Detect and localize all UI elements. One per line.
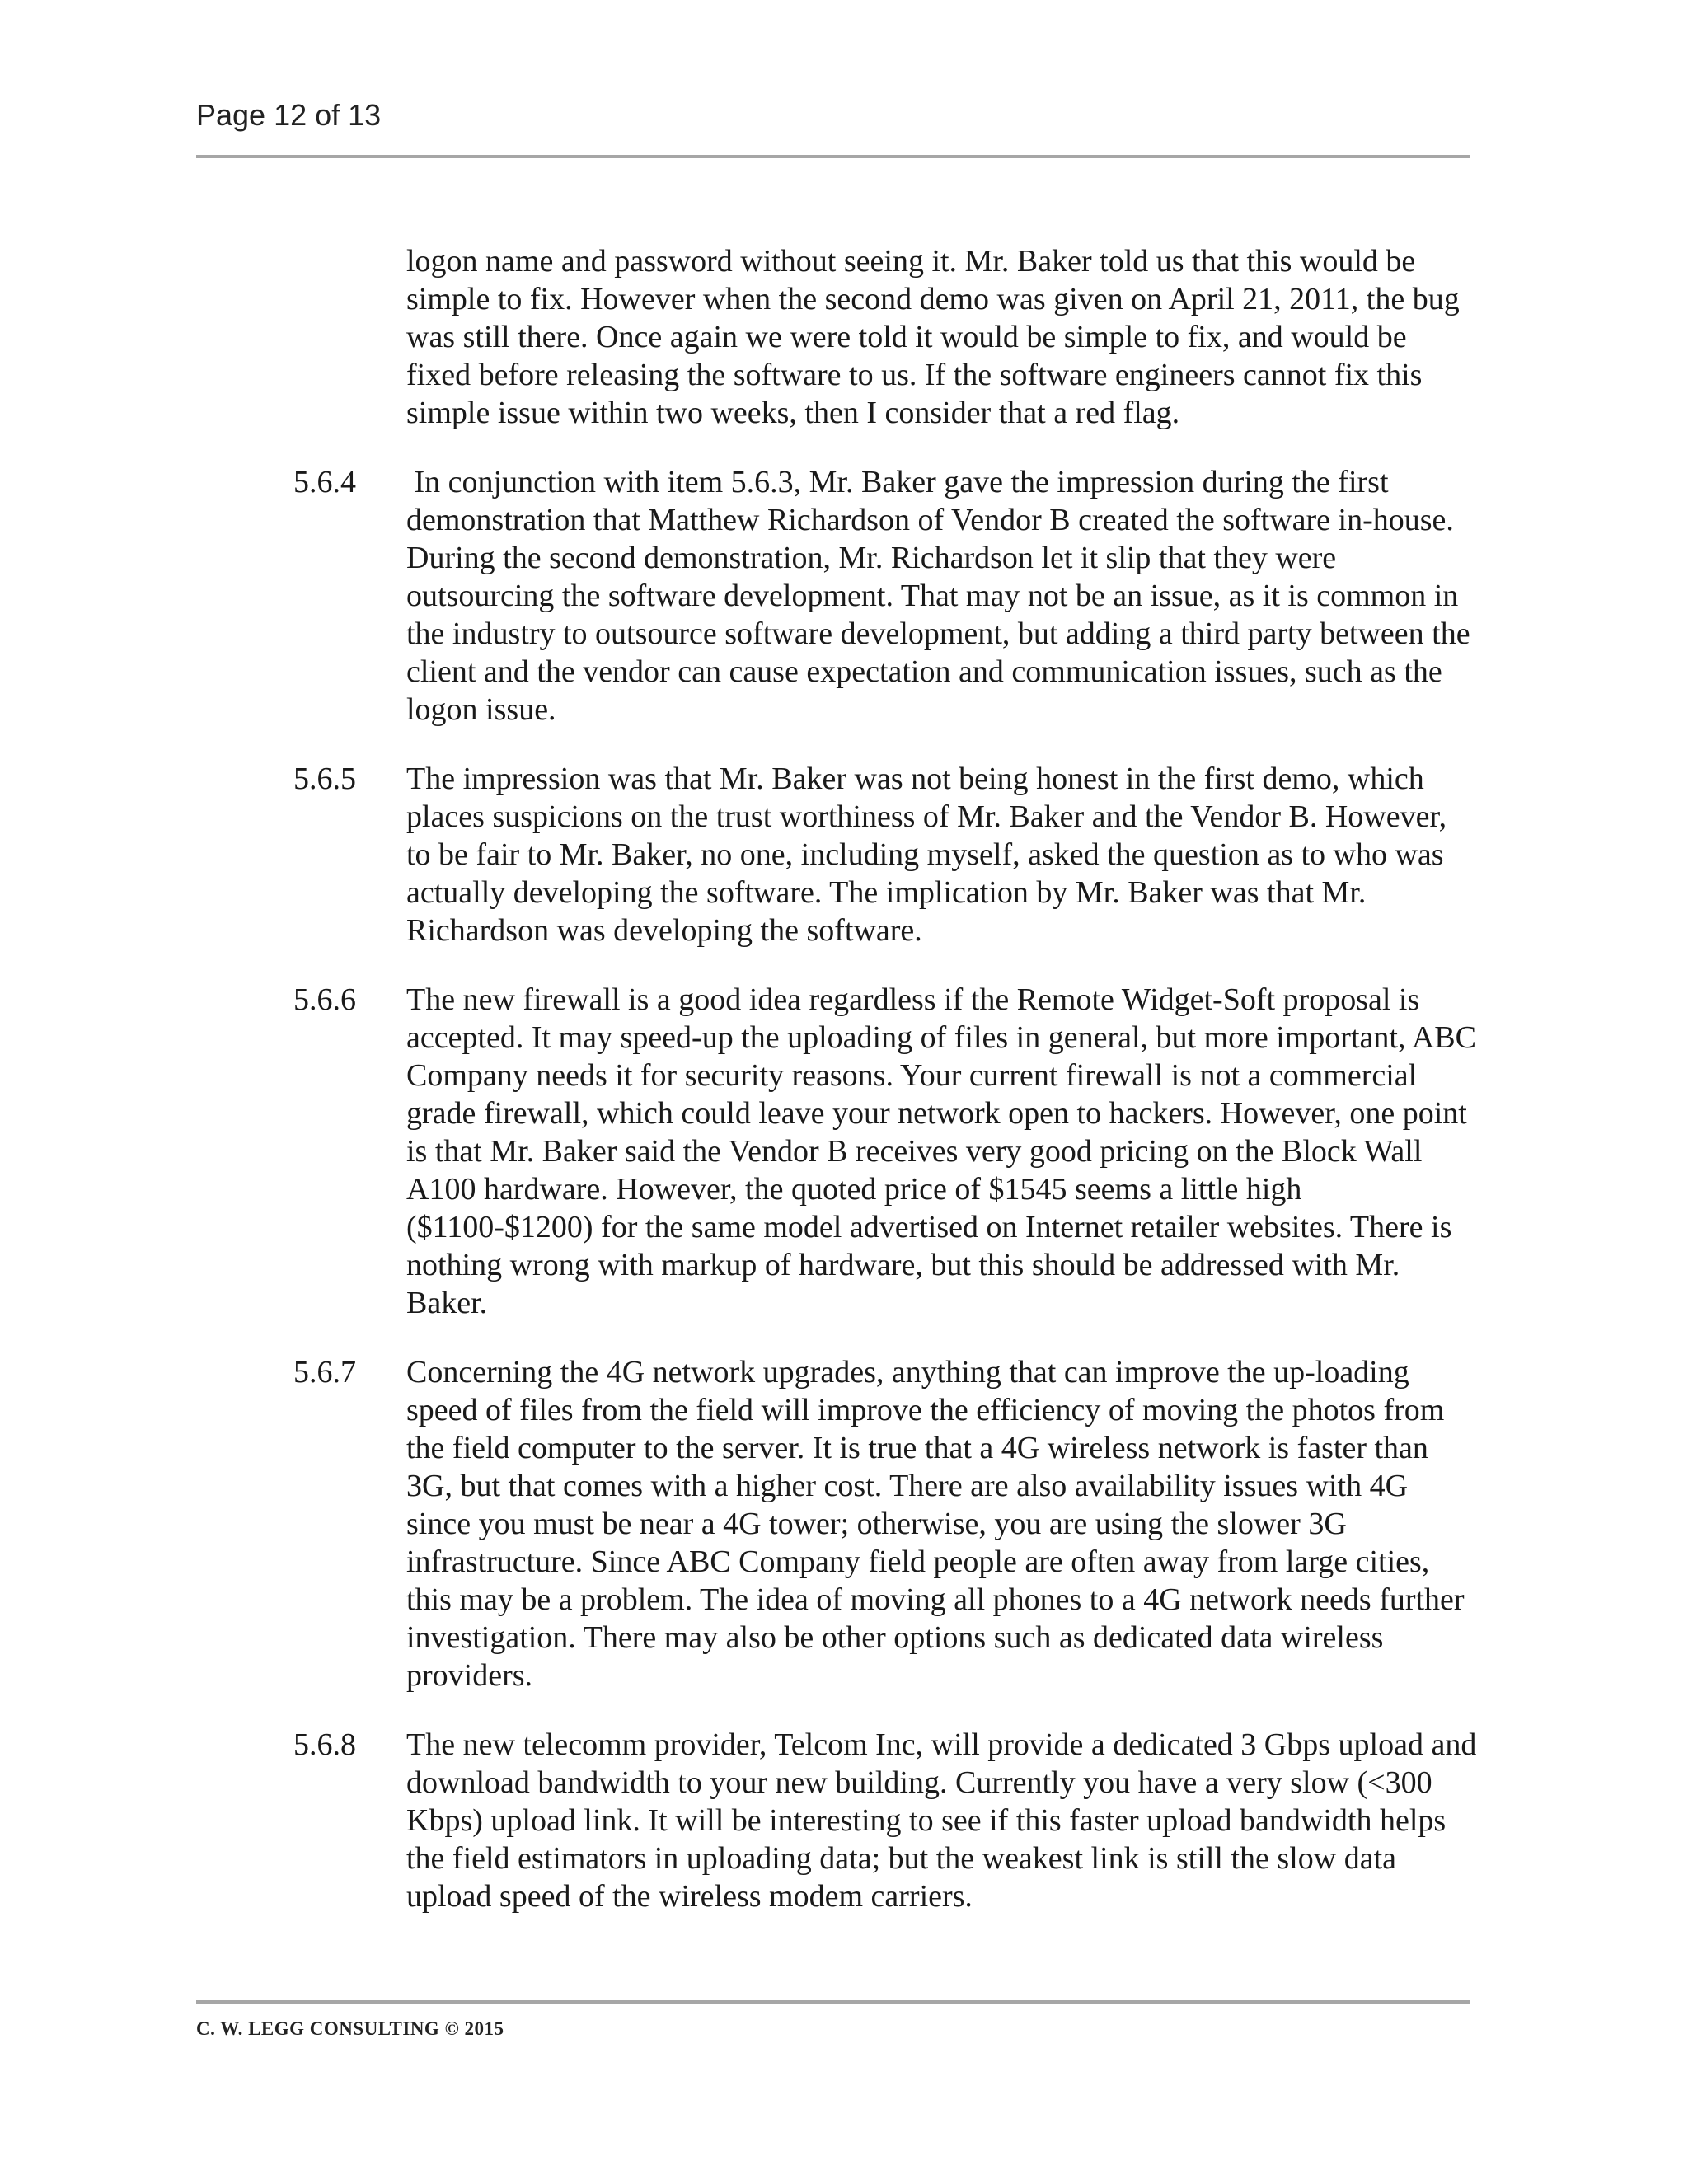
item-text: The impression was that Mr. Baker was not being honest in the first demo, which places suspicions on the trust worthiness of Mr. Baker and the Vendor B. However, to be fair to Mr. Baker, no one, including myself, asked the question as to who was actually developing the software. The implication by Mr. Baker was that Mr. Richardson was developing the software.	[406, 762, 1447, 948]
item-text: The new firewall is a good idea regardless if the Remote Widget-Soft proposal is accepted. It may speed-up the uploading of files in general, but more important, ABC Company needs it for security reasons. Your current firewall is not a commercial grade firewall, which could leave your network open to hackers. However, one point is that Mr. Baker said the Vendor B receives very good pricing on the Block Wall A100 hardware. However, the quoted price of $1545 seems a little high ($1100-$1200) for the same model advertised on Internet retailer websites. There is nothing wrong with markup of hardware, but this should be addressed with Mr. Baker.	[406, 982, 1476, 1320]
list-item	[293, 1353, 1478, 1694]
list-item	[293, 463, 1478, 729]
list-item	[293, 760, 1478, 949]
intro-paragraph	[293, 242, 1478, 432]
item-text: Concerning the 4G network upgrades, anything that can improve the up-loading speed of files from the field will improve the efficiency of moving the photos from the field computer to the server. It is true that a 4G wireless network is faster than 3G, but that comes with a higher cost. There are also availability issues with 4G since you must be near a 4G tower; otherwise, you are using the slower 3G infrastructure. Since ABC Company field people are often away from large cities, this may be a problem. The idea of moving all phones to a 4G network needs further investigation. There may also be other options such as dedicated data wireless providers.	[406, 1355, 1465, 1693]
item-text: In conjunction with item 5.6.3, Mr. Baker gave the impression during the first demonstration that Matthew Richardson of Vendor B created the software in-house. During the second demonstration, Mr. Richardson let it slip that they were outsourcing the software development. That may not be an issue, as it is common in the industry to outsource software development, but adding a third party between the client and the vendor can cause expectation and communication issues, such as the logon issue.	[406, 465, 1479, 727]
document-body	[293, 242, 1497, 1947]
item-number: 5.6.4	[293, 465, 356, 499]
footer-copyright: C. W. LEGG CONSULTING © 2015	[196, 2018, 504, 2039]
list-item	[293, 981, 1478, 1322]
item-number: 5.6.7	[293, 1355, 356, 1390]
header-divider	[196, 155, 1470, 158]
item-number: 5.6.8	[293, 1727, 356, 1762]
footer-divider	[196, 2000, 1470, 2004]
item-number: 5.6.5	[293, 762, 356, 796]
item-number: 5.6.6	[293, 982, 356, 1017]
list-item	[293, 1726, 1478, 1915]
intro-text: logon name and password without seeing it. Mr. Baker told us that this would be simple to fix. However when the second demo was given on April 21, 2011, the bug was still there. Once again we were told it would be simple to fix, and would be fixed before releasing the software to us. If the software engineers cannot fix this simple issue within two weeks, then I consider that a red flag.	[406, 244, 1460, 430]
item-text: The new telecomm provider, Telcom Inc, will provide a dedicated 3 Gbps upload and download bandwidth to your new building. Currently you have a very slow (<300 Kbps) upload link. It will be interesting to see if this faster upload bandwidth helps the field estimators in uploading data; but the weakest link is still the slow data upload speed of the wireless modem carriers.	[406, 1727, 1477, 1914]
page-number-label: Page 12 of 13	[196, 98, 382, 132]
